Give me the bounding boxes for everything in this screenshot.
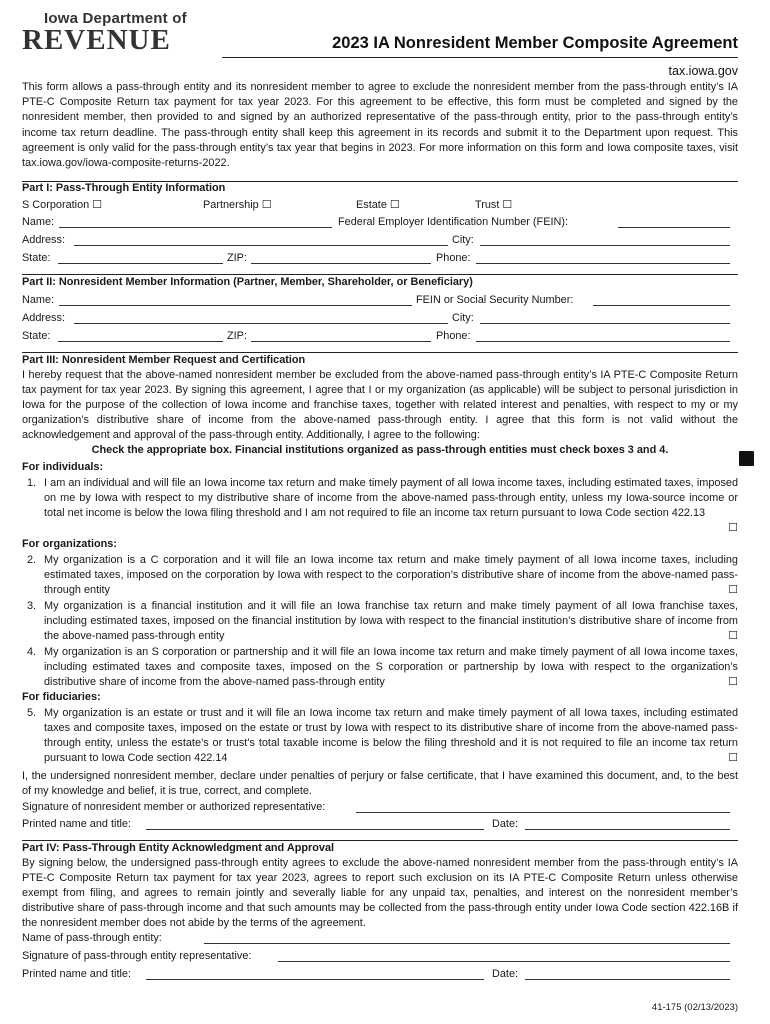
member-zip-field[interactable]: [251, 330, 431, 342]
entity-name-label: Name:: [22, 216, 55, 228]
logo-top-text: Iowa Department of: [44, 10, 187, 27]
iowa-revenue-logo: [22, 10, 192, 60]
partnership-checkbox[interactable]: Partnership ☐: [203, 199, 272, 211]
entity-date-label: Date:: [492, 968, 519, 980]
entity-name-row: [22, 216, 738, 232]
logo-main-text: REVENUE: [22, 24, 171, 56]
member-name-row: [22, 294, 738, 310]
entity-sign-name-field[interactable]: [204, 932, 730, 944]
member-city-field[interactable]: [480, 312, 730, 324]
fiduciaries-heading: For fiduciaries:: [22, 691, 101, 703]
entity-signature-label: Signature of pass-through entity representative:: [22, 950, 252, 962]
entity-printed-row: [22, 968, 738, 984]
entity-phone-label: Phone:: [436, 252, 471, 264]
item-5-checkbox[interactable]: ☐: [728, 752, 738, 764]
member-signature-label: Signature of nonresident member or authorized representative:: [22, 801, 326, 813]
entity-address-label: Address:: [22, 234, 65, 246]
item-number: 4.: [27, 646, 37, 658]
form-title: 2023 IA Nonresident Member Composite Agreement: [332, 34, 738, 52]
item-number: 5.: [27, 707, 37, 719]
item-text: My organization is a C corporation and it will file an Iowa income tax return and make timely payment of all Iowa income taxes, including estimated taxes, imposed on the corporation by Iowa with respect to the corporation’s distributive share of income from the above-named pass-through entity: [44, 554, 738, 597]
website-link[interactable]: tax.iowa.gov: [668, 64, 738, 78]
trust-checkbox[interactable]: Trust ☐: [475, 199, 513, 211]
part2-heading: Part II: Nonresident Member Information (Partner, Member, Shareholder, or Beneficiary): [22, 276, 473, 288]
item-2-checkbox[interactable]: ☐: [728, 584, 738, 596]
member-city-label: City:: [452, 312, 474, 324]
part3-instruction: Check the appropriate box. Financial institutions organized as pass-through entities must check boxes 3 and 4.: [91, 444, 669, 456]
entity-signature-row: [22, 950, 738, 966]
entity-address-row: [22, 234, 738, 250]
entity-date-field[interactable]: [525, 968, 730, 980]
member-name-field[interactable]: [59, 294, 412, 306]
entity-signature-field[interactable]: [278, 950, 730, 962]
item-1-checkbox[interactable]: ☐: [728, 522, 738, 534]
section-divider: [22, 274, 738, 275]
member-address-field[interactable]: [74, 312, 448, 324]
page-marker-square: [739, 451, 754, 466]
individuals-heading: For individuals:: [22, 461, 104, 473]
section-divider: [22, 840, 738, 841]
member-ssn-field[interactable]: [593, 294, 730, 306]
entity-type-row: [22, 198, 738, 214]
list-item: [22, 599, 738, 645]
entity-printed-label: Printed name and title:: [22, 968, 131, 980]
member-printed-field[interactable]: [146, 818, 484, 830]
entity-address-field[interactable]: [74, 234, 448, 246]
declaration-text: I, the undersigned nonresident member, declare under penalties of perjury or false certificate, that I have examined this document, and, to the best of my knowledge and belief, it is true, correct, and complete.: [22, 770, 738, 798]
member-signature-field[interactable]: [356, 801, 730, 813]
entity-state-field[interactable]: [58, 252, 223, 264]
entity-name-field[interactable]: [59, 216, 332, 228]
item-4-checkbox[interactable]: ☐: [728, 676, 738, 688]
member-zip-label: ZIP:: [227, 330, 247, 342]
list-item: [22, 706, 738, 768]
item-3-checkbox[interactable]: ☐: [728, 630, 738, 642]
item-number: 1.: [27, 477, 37, 489]
entity-fein-label: Federal Employer Identification Number (FEIN):: [338, 216, 568, 228]
organizations-heading: For organizations:: [22, 538, 117, 550]
member-printed-label: Printed name and title:: [22, 818, 131, 830]
entity-state-label: State:: [22, 252, 51, 264]
member-date-field[interactable]: [525, 818, 730, 830]
estate-checkbox[interactable]: Estate ☐: [356, 199, 400, 211]
item-text: My organization is an estate or trust and it will file an Iowa income tax return and make timely payment of all Iowa taxes, including estimated taxes and composite taxes, imposed on the estate or trust by Iowa with respect to its distributive share of income from the above-named pass-through entity, unless the estate’s or trust’s total taxable income is below the filing threshold and it is not required to file an income tax return pursuant to Iowa Code section 422.14: [44, 707, 738, 765]
member-phone-field[interactable]: [476, 330, 730, 342]
section-divider: [22, 352, 738, 353]
item-number: 3.: [27, 600, 37, 612]
title-divider: [222, 57, 738, 58]
entity-sign-name-row: [22, 932, 738, 948]
item-text: My organization is an S corporation or partnership and it will file an Iowa income tax return and make timely payment of all Iowa income taxes, including estimated taxes and composite taxes, imposed on the S corporation or partnership by Iowa with respect to the organization’s distributive share of income from the above-named pass-through entity: [44, 646, 738, 689]
s-corp-checkbox[interactable]: S Corporation ☐: [22, 199, 102, 211]
entity-printed-field[interactable]: [146, 968, 484, 980]
part3-paragraph: I hereby request that the above-named nonresident member be excluded from the above-named pass-through entity’s IA PTE-C Composite Return tax payment for tax year 2023. By signing this agreement, I agree that I or my organization (as applicable) will be subject to personal jurisdiction in Iowa for the purpose of the collection of Iowa income and franchise taxes, together with related interest and penalties, with respect to my or my organization’s distributive share of income from the above-named pass-through entity. I agree that this form is not valid without the acknowledgement and approval of the pass-through entity. Additionally, I agree to the following:: [22, 369, 738, 442]
part4-heading: Part IV: Pass-Through Entity Acknowledgment and Approval: [22, 842, 335, 854]
member-state-field[interactable]: [58, 330, 223, 342]
member-signature-row: [22, 801, 738, 817]
member-name-label: Name:: [22, 294, 55, 306]
entity-sign-name-label: Name of pass-through entity:: [22, 932, 162, 944]
part4-paragraph: By signing below, the undersigned pass-through entity agrees to exclude the above-named nonresident member from the pass-through entity’s IA PTE-C Composite Return tax payment for tax year 2023, agrees to report such exclusion on its IA PTE-C Composite Return unless otherwise exempt from filing, and agrees to remain jointly and severally liable for any unpaid tax, penalties, and interest on the nonresident member’s distributive share of pass-through income and that such amounts may be collected from the pass-through entity under Iowa Code section 422.16B if the nonresident member does not abide by the terms of the agreement.: [22, 857, 738, 930]
item-text: I am an individual and will file an Iowa income tax return and make timely payment of all Iowa income taxes, including estimated taxes, imposed on me by Iowa with respect to my distributive share of income from the above-named pass-through entity, unless my Iowa-source income or total net income is below the Iowa filing threshold and I am not required to file an income tax return pursuant to Iowa Code section 422.13: [44, 477, 738, 520]
part3-heading: Part III: Nonresident Member Request and Certification: [22, 354, 306, 366]
entity-city-label: City:: [452, 234, 474, 246]
list-item: [22, 476, 738, 538]
member-date-label: Date:: [492, 818, 519, 830]
item-text: My organization is a financial institution and it will file an Iowa franchise tax return and make timely payment of all Iowa franchise taxes, including estimated taxes, imposed on the financial institution by Iowa with respect to the financial institution’s distributive share of income from the above-named pass-through entity: [44, 600, 738, 643]
entity-phone-field[interactable]: [476, 252, 730, 264]
member-ssn-label: FEIN or Social Security Number:: [416, 294, 574, 306]
member-address-label: Address:: [22, 312, 65, 324]
member-state-label: State:: [22, 330, 51, 342]
member-address-row: [22, 312, 738, 328]
member-printed-row: [22, 818, 738, 834]
part1-heading: Part I: Pass-Through Entity Information: [22, 182, 226, 194]
list-item: [22, 553, 738, 599]
member-state-row: [22, 330, 738, 346]
list-item: [22, 645, 738, 691]
member-phone-label: Phone:: [436, 330, 471, 342]
entity-state-row: [22, 252, 738, 268]
intro-paragraph: This form allows a pass-through entity and its nonresident member to agree to exclude the nonresident member from the pass-through entity’s IA PTE-C Composite Return tax payment for tax year 2023. For this agreement to be effective, this form must be completed and signed by the nonresident member, then provided to and signed by an authorized representative of the pass-through entity, prior to the pass-through entity’s income tax return deadline. The pass-through entity shall keep this agreement in its records and submit it to the Department upon request. This agreement is only valid for the pass-through entity’s tax year that begins in 2023. For more information on this form and Iowa composite taxes, visit tax.iowa.gov/iowa-composite-returns-2022.: [22, 81, 738, 170]
entity-fein-field[interactable]: [618, 216, 730, 228]
entity-zip-label: ZIP:: [227, 252, 247, 264]
entity-city-field[interactable]: [480, 234, 730, 246]
item-number: 2.: [27, 554, 37, 566]
entity-zip-field[interactable]: [251, 252, 431, 264]
